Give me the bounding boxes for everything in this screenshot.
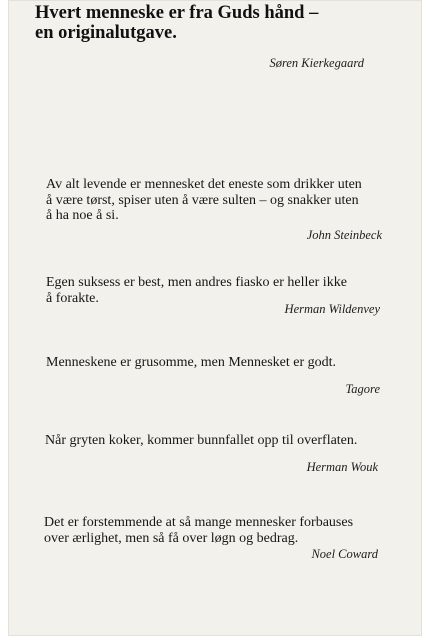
quote-line: å forakte.	[46, 290, 99, 306]
quote-line: over ærlighet, men så få over løgn og bedrag.	[44, 530, 299, 546]
quote-wouk	[45, 433, 357, 449]
heading-line: en originalutgave.	[35, 23, 177, 43]
quote-line: Egen suksess er best, men andres fiasko er heller ikke	[46, 275, 347, 290]
quote-author: Noel Coward	[311, 547, 378, 561]
quote-tagore	[46, 355, 336, 371]
quote-line: Menneskene er grusomme, men Mennesket er godt.	[46, 355, 337, 370]
quote-author: Herman Wouk	[306, 460, 378, 474]
quote-line: Når gryten koker, kommer bunnfallet opp til overflaten.	[45, 433, 358, 448]
quote-line: å ha noe å si.	[46, 208, 119, 223]
quote-author: John Steinbeck	[306, 228, 382, 242]
book-page	[8, 0, 422, 636]
heading-quote	[35, 3, 365, 43]
quote-line: å være tørst, spiser uten å være sulten – og snakker uten	[46, 192, 359, 208]
quote-steinbeck	[46, 177, 362, 224]
heading-line: Hvert menneske er fra Guds hånd –	[35, 3, 319, 23]
quote-author: Tagore	[345, 382, 380, 396]
quote-coward	[44, 515, 353, 546]
quote-author: Herman Wildenvey	[284, 302, 380, 316]
quote-line: Av alt levende er mennesket det eneste som drikker uten	[46, 177, 362, 192]
heading-author: Søren Kierkegaard	[269, 56, 364, 70]
quote-line: Det er forstemmende at så mange mennesker forbauses	[44, 515, 354, 530]
